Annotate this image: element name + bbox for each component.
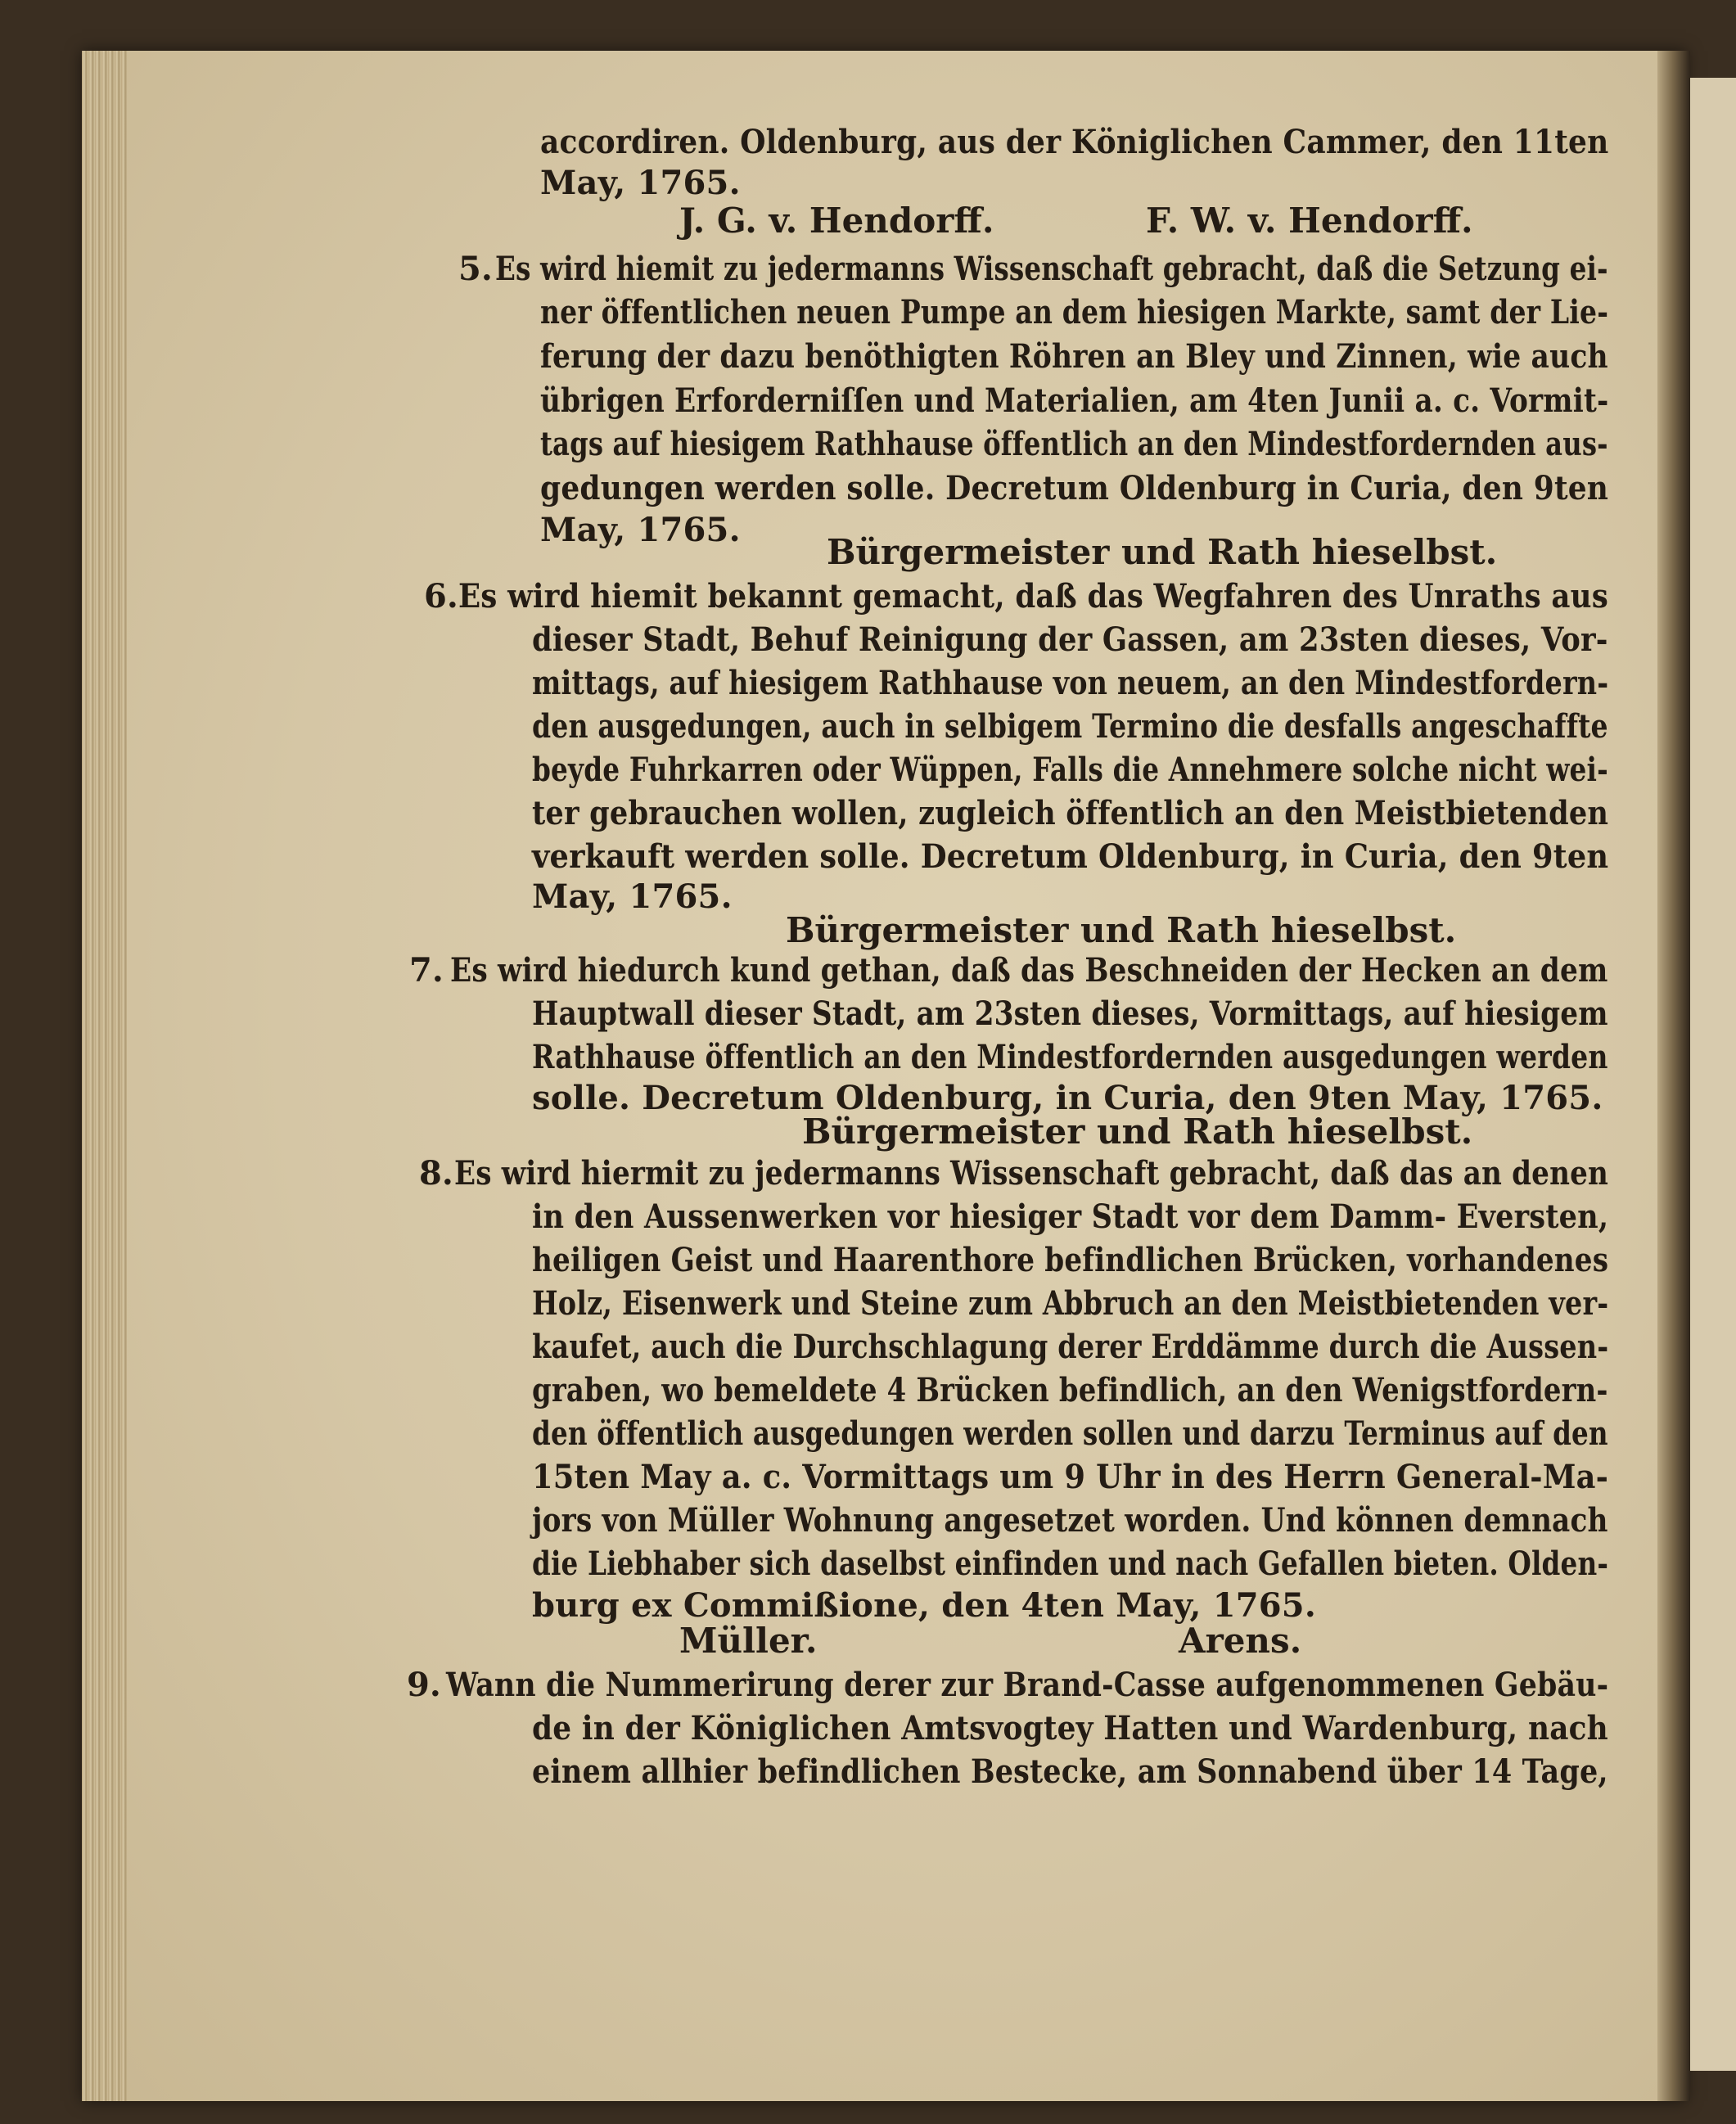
- text-line: ferung der dazu benöthigten Röhren an Bley und Zinnen, wie auch: [540, 337, 1608, 376]
- item-number: 8.: [419, 1154, 453, 1193]
- text-line: in den Aussenwerken vor hiesiger Stadt vor dem Damm- Eversten,: [532, 1197, 1609, 1236]
- text-line: Wann die Nummerirung derer zur Brand-Casse aufgenommenen Gebäu-: [446, 1666, 1609, 1704]
- text-line: Es wird hiedurch kund gethan, daß das Beschneiden der Hecken an dem: [450, 951, 1608, 990]
- text-line: solle. Decretum Oldenburg, in Curia, den 9ten May, 1765.: [532, 1079, 1603, 1117]
- text-line: heiligen Geist und Haarenthore befindlichen Brücken, vorhandenes: [532, 1241, 1609, 1279]
- signature: Bürgermeister und Rath hieselbst.: [786, 910, 1457, 950]
- text-line: übrigen Erforderniſſen und Materialien, am 4ten Junii a. c. Vormit-: [540, 381, 1609, 420]
- text-line: einem allhier befindlichen Bestecke, am Sonnabend über 14 Tage,: [532, 1752, 1608, 1791]
- text-line: verkauft werden solle. Decretum Oldenburg, in Curia, den 9ten: [532, 837, 1609, 876]
- text-line: graben, wo bemeldete 4 Brücken befindlich, an den Wenigstfordern-: [532, 1371, 1608, 1409]
- signature: F. W. v. Hendorff.: [1146, 201, 1473, 241]
- signature: Müller.: [679, 1621, 818, 1661]
- signature: Bürgermeister und Rath hieselbst.: [827, 532, 1498, 572]
- item-number: 9.: [407, 1666, 441, 1704]
- text-line: beyde Fuhrkarren oder Wüppen, Falls die Annehmere solche nicht wei-: [532, 751, 1608, 789]
- text-line: Es wird hiermit zu jedermanns Wissenschaft gebracht, daß das an denen: [454, 1154, 1609, 1193]
- text-line: die Liebhaber sich daselbst einfinden und nach Gefallen bieten. Olden-: [532, 1545, 1609, 1583]
- text-line: Rathhause öffentlich an den Mindestfordernden ausgedungen werden: [532, 1038, 1608, 1076]
- text-line: dieser Stadt, Behuf Reinigung der Gassen, am 23sten dieses, Vor-: [532, 620, 1608, 659]
- text-line: May, 1765.: [540, 511, 741, 549]
- signature: Arens.: [1179, 1621, 1302, 1661]
- text-line: May, 1765.: [532, 877, 733, 916]
- text-line: de in der Königlichen Amtsvogtey Hatten und Wardenburg, nach: [532, 1709, 1608, 1747]
- item-number: 5.: [458, 250, 493, 288]
- text-line: May, 1765.: [540, 164, 741, 202]
- signature: Bürgermeister und Rath hieselbst.: [802, 1112, 1473, 1152]
- text-line: tags auf hiesigem Rathhause öffentlich an den Mindestfordernden aus-: [540, 425, 1608, 463]
- text-line: burg ex Commißione, den 4ten May, 1765.: [532, 1586, 1316, 1625]
- text-line: accordiren. Oldenburg, aus der Königlichen Cammer, den 11ten: [540, 123, 1609, 161]
- text-line: ner öffentlichen neuen Pumpe an dem hiesigen Markte, samt der Lie-: [540, 293, 1609, 331]
- text-line: Es wird hiemit bekannt gemacht, daß das Wegfahren des Unraths aus: [458, 577, 1608, 616]
- text-line: 15ten May a. c. Vormittags um 9 Uhr in des Herrn General-Ma-: [532, 1458, 1609, 1496]
- text-line: gedungen werden solle. Decretum Oldenburg in Curia, den 9ten: [540, 469, 1609, 507]
- text-line: Holz, Eisenwerk und Steine zum Abbruch an den Meistbietenden ver-: [532, 1284, 1609, 1323]
- signature: J. G. v. Hendorff.: [679, 201, 994, 241]
- item-number: 7.: [409, 951, 444, 990]
- text-line: kaufet, auch die Durchschlagung derer Erddämme durch die Aussen-: [532, 1328, 1609, 1366]
- text-line: Es wird hiemit zu jedermanns Wissenschaft gebracht, daß die Setzung ei-: [495, 250, 1608, 288]
- text-line: den öffentlich ausgedungen werden sollen und darzu Terminus auf den: [532, 1414, 1608, 1453]
- text-line: den ausgedungen, auch in selbigem Termino die desfalls angeschaffte: [532, 707, 1608, 746]
- text-line: Hauptwall dieser Stadt, am 23sten dieses, Vormittags, auf hiesigem: [532, 994, 1608, 1033]
- text-line: ter gebrauchen wollen, zugleich öffentlich an den Meistbietenden: [532, 794, 1609, 832]
- item-number: 6.: [424, 577, 458, 616]
- text-line: jors von Müller Wohnung angesetzet worden. Und können demnach: [532, 1501, 1608, 1540]
- text-line: mittags, auf hiesigem Rathhause von neuem, an den Mindestfordern-: [532, 664, 1609, 702]
